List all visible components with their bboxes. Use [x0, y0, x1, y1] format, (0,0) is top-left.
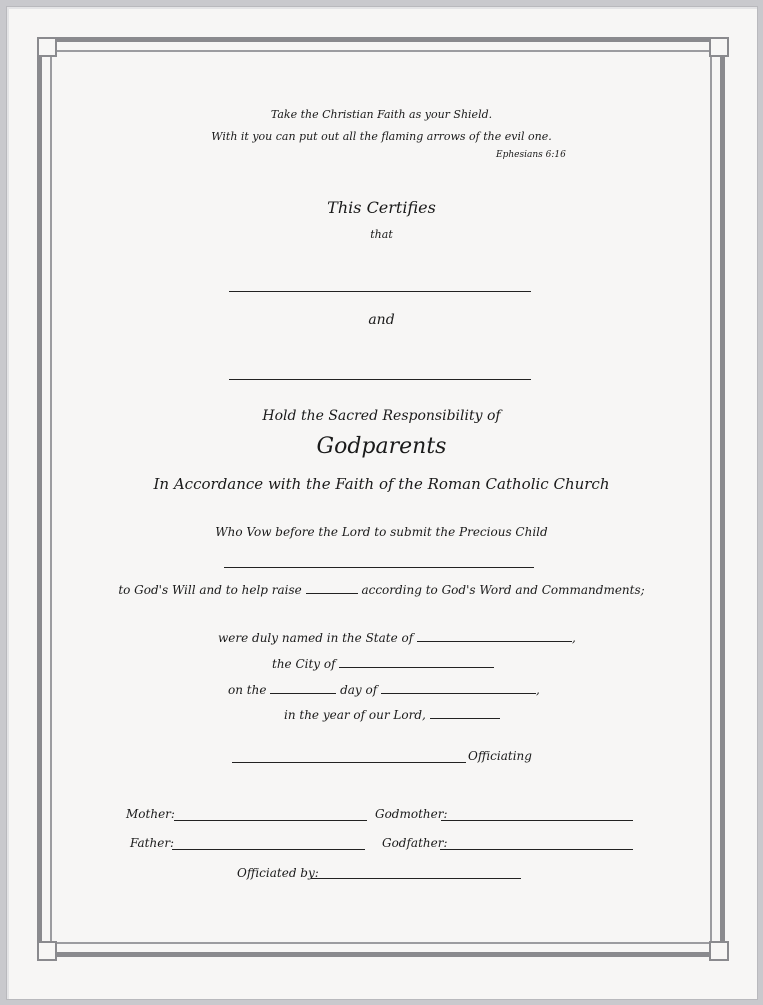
- corner-ornament-top-left: [37, 37, 57, 57]
- verse-line-1: Take the Christian Faith as your Shield.: [270, 108, 493, 121]
- state-label: were duly named in the State of: [218, 631, 414, 645]
- that-label: that: [370, 228, 393, 241]
- godparent-2-name-line[interactable]: [229, 379, 531, 380]
- day-blank[interactable]: [270, 681, 336, 694]
- on-the-label: on the: [228, 683, 267, 697]
- gods-will-suffix: according to God's Word and Commandments;: [361, 583, 645, 597]
- godfather-label: Godfather:: [382, 836, 448, 850]
- officiant-line[interactable]: [232, 762, 466, 763]
- date-row: [228, 681, 540, 697]
- day-of-label: day of: [340, 683, 378, 697]
- godmother-label: Godmother:: [375, 807, 448, 821]
- year-blank[interactable]: [430, 706, 500, 719]
- corner-ornament-bottom-left: [37, 941, 57, 961]
- gods-will-prefix: to God's Will and to help raise: [118, 583, 302, 597]
- child-name-line[interactable]: [224, 567, 534, 568]
- mother-line[interactable]: [174, 820, 367, 821]
- godfather-line[interactable]: [440, 849, 633, 850]
- corner-ornament-bottom-right: [709, 941, 729, 961]
- corner-ornament-top-right: [709, 37, 729, 57]
- state-row: [218, 629, 576, 645]
- and-label: and: [368, 312, 395, 328]
- hold-responsibility-text: Hold the Sacred Responsibility of: [262, 408, 501, 424]
- date-comma: ,: [536, 683, 540, 697]
- father-label: Father:: [130, 836, 175, 850]
- verse-citation: Ephesians 6:16: [496, 150, 566, 160]
- pronoun-blank[interactable]: [306, 581, 358, 594]
- mother-label: Mother:: [126, 807, 175, 821]
- city-label: the City of: [272, 657, 336, 671]
- city-blank[interactable]: [339, 655, 494, 668]
- accordance-text: In Accordance with the Faith of the Roman Catholic Church: [153, 475, 610, 493]
- officiating-label: Officiating: [468, 749, 532, 763]
- this-certifies-heading: This Certifies: [327, 198, 436, 217]
- godparents-title: Godparents: [316, 434, 447, 459]
- year-label: in the year of our Lord,: [284, 708, 426, 722]
- year-row: [284, 706, 500, 722]
- state-comma: ,: [572, 631, 576, 645]
- godparent-1-name-line[interactable]: [229, 291, 531, 292]
- officiated-by-line[interactable]: [311, 878, 521, 879]
- officiated-by-label: Officiated by:: [237, 866, 319, 880]
- state-blank[interactable]: [417, 629, 572, 642]
- verse-line-2: With it you can put out all the flaming arrows of the evil one.: [211, 130, 552, 143]
- vow-text: Who Vow before the Lord to submit the Precious Child: [215, 525, 548, 539]
- godmother-line[interactable]: [441, 820, 633, 821]
- father-line[interactable]: [172, 849, 365, 850]
- city-row: [272, 655, 494, 671]
- month-blank[interactable]: [381, 681, 536, 694]
- gods-will-line: [0, 581, 763, 597]
